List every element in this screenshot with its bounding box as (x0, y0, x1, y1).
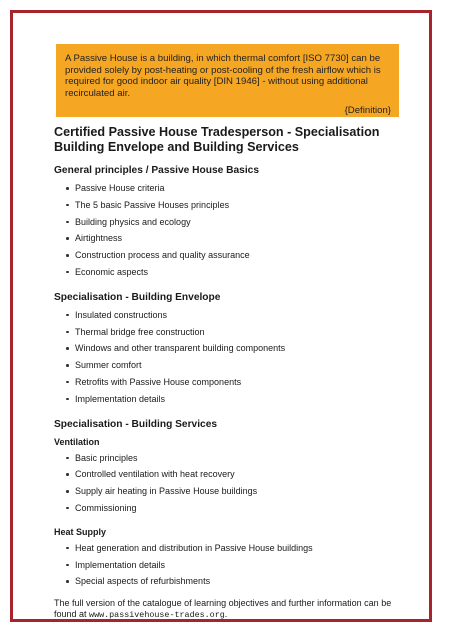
list-item: Commissioning (66, 500, 404, 517)
document-content (54, 125, 404, 630)
document-page (10, 10, 432, 622)
list-item: Construction process and quality assurance (66, 247, 404, 264)
list-item: The 5 basic Passive Houses principles (66, 197, 404, 214)
document-title: Certified Passive House Tradesperson - Specialisation Building Envelope and Building Services (54, 125, 380, 154)
footer-end: . (224, 609, 228, 620)
definition-label: {Definition} (344, 105, 391, 117)
heat-supply-list (66, 540, 404, 590)
list-item: Implementation details (66, 391, 404, 408)
section-heading-building-envelope: Specialisation - Building Envelope (54, 291, 221, 303)
list-item: Supply air heating in Passive House buildings (66, 483, 404, 500)
list-item: Controlled ventilation with heat recovery (66, 466, 404, 483)
section-heading-general-principles: General principles / Passive House Basics (54, 165, 259, 176)
list-item: Heat generation and distribution in Passive House buildings (66, 540, 404, 557)
definition-box (56, 44, 399, 117)
list-item: Airtightness (66, 230, 404, 247)
list-item: Insulated constructions (66, 307, 404, 324)
list-item: Thermal bridge free construction (66, 324, 404, 341)
list-item: Passive House criteria (66, 180, 404, 197)
general-principles-list (66, 180, 404, 281)
footer-note (54, 598, 404, 621)
subsection-heading-heat-supply: Heat Supply (54, 526, 107, 537)
list-item: Retrofits with Passive House components (66, 374, 404, 391)
list-item: Economic aspects (66, 264, 404, 281)
section-heading-building-services: Specialisation - Building Services (54, 418, 218, 430)
list-item: Implementation details (66, 557, 404, 574)
list-item: Building physics and ecology (66, 214, 404, 231)
list-item: Special aspects of refurbishments (66, 573, 404, 590)
definition-text: A Passive House is a building, in which thermal comfort [ISO 7730] can be provided solely by post-heating or post-cooling of the fresh airflow which is required for good indoor air quality [DIN 1946] - without using additional recirculated air. (65, 53, 381, 99)
subsection-heading-ventilation: Ventilation (54, 436, 100, 447)
list-item: Basic principles (66, 450, 404, 467)
list-item: Windows and other transparent building components (66, 340, 404, 357)
list-item: Summer comfort (66, 357, 404, 374)
footer-text: The full version of the catalogue of learning objectives and further information can be found at (54, 598, 392, 620)
ventilation-list (66, 450, 404, 517)
building-envelope-list (66, 307, 404, 408)
footer-url-link[interactable]: www.passivehouse-trades.org (89, 610, 225, 621)
